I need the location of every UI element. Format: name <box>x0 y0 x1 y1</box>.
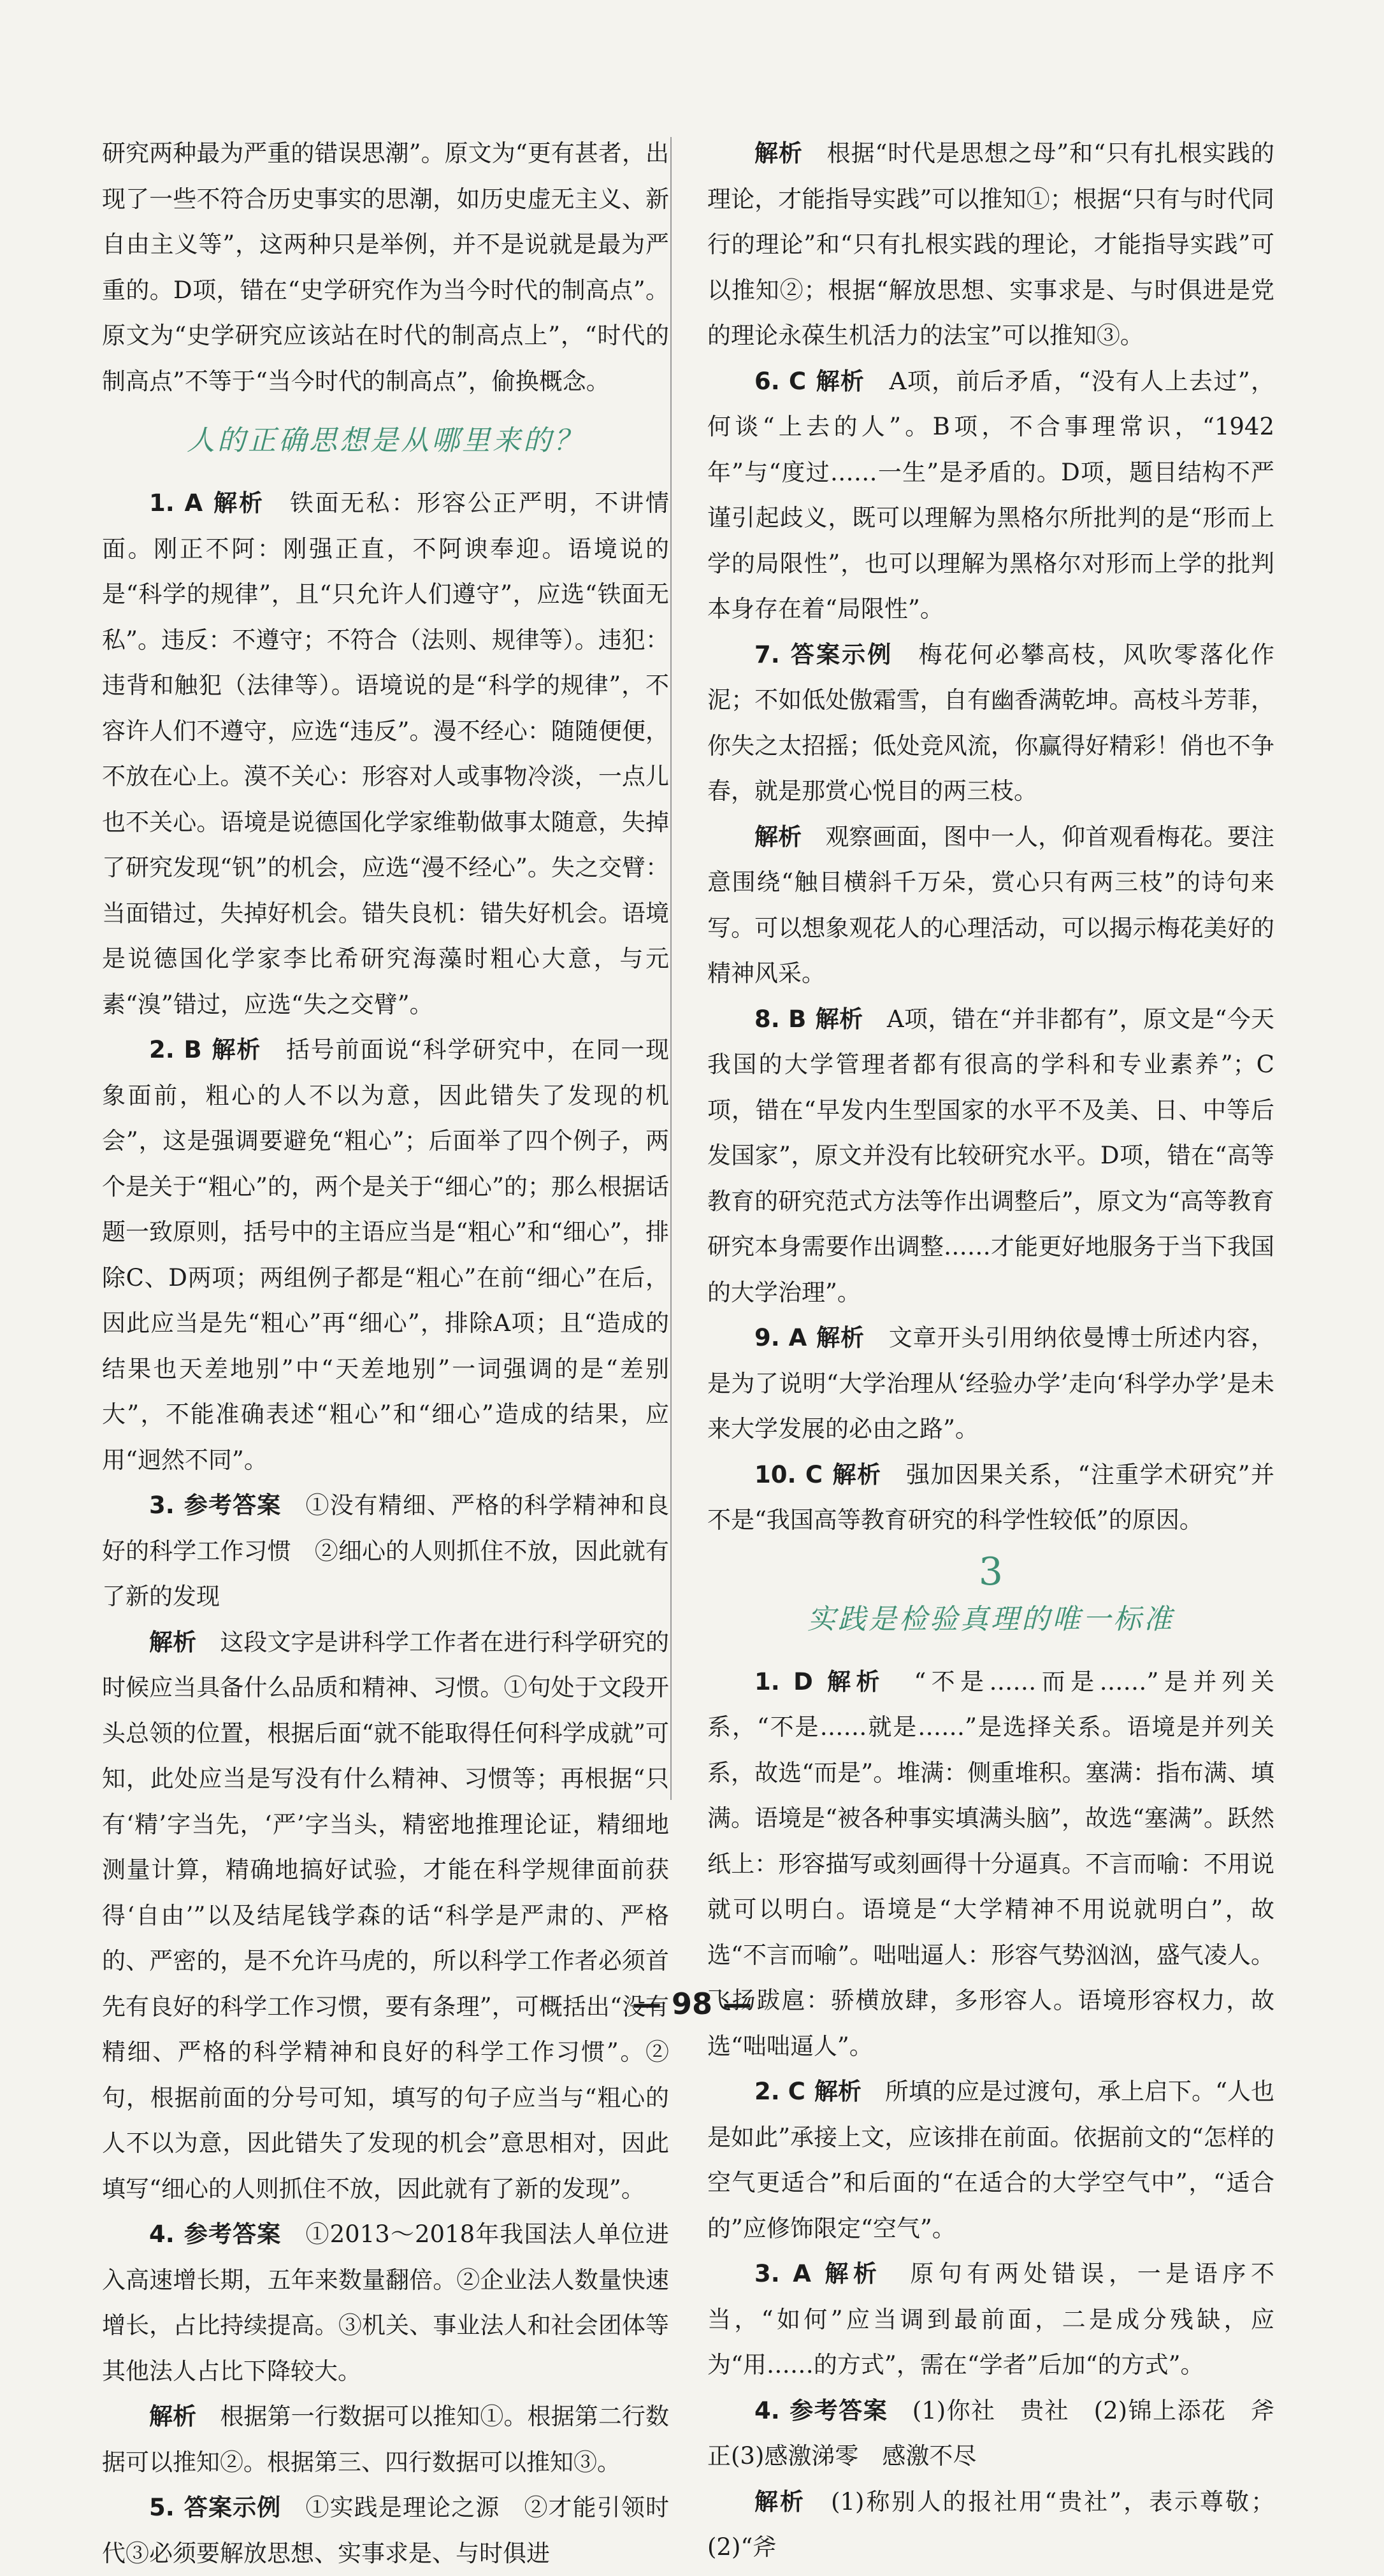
answer-6 <box>707 359 1274 632</box>
column-divider <box>670 137 672 1800</box>
answer-4 <box>102 2212 669 2394</box>
analysis-label: 解析 <box>816 1324 865 1351</box>
analysis-text: 观察画面，图中一人，仰首观看梅花。要注意围绕“触目横斜千万朵，赏心只有两三枝”的诗句来写。可以想象观花人的心理活动，可以揭示梅花美好的精神风采。 <box>707 823 1275 987</box>
answer-text: 强加因果关系，“注重学术研究”并不是“我国高等教育研究的科学性较低”的原因。 <box>707 1460 1274 1534</box>
left-column <box>102 131 669 2576</box>
analysis-label: 解析 <box>819 2260 882 2287</box>
section-number: 3 <box>978 1549 1004 1594</box>
answer-mark: 7. <box>754 640 780 668</box>
answer-mark: 6. C <box>754 367 807 395</box>
analysis-label: 解析 <box>754 823 802 851</box>
answer-s3 <box>707 2251 1274 2388</box>
answer-mark: 1. A <box>149 489 203 517</box>
right-column <box>707 131 1274 2570</box>
analysis-text: 这段文字是讲科学工作者在进行科学研究的时候应当具备什么品质和精神、习惯。①句处于文段开头总领的位置，根据后面“就不能取得任何科学成就”可知，此处应当是写没有什么精神、习惯等；再根据“只有‘精’字当先，‘严’字当头，精密地推理论证，精细地测量计算，精确地搞好试验，才能在科学规律面前获得‘自由’”以及结尾钱学森的话“科学是严肃的、严格的、严密的，是不允许马虎的，所以科学工作者必须首先有良好的科学工作习惯，要有条理”，可概括出“没有精细、严格的科学精神和良好的科学工作习惯”。②句，根据前面的分号可知，填写的句子应当与“粗心的人不以为意，因此错失了发现的机会”意思相对，因此填写“细心的人则抓住不放，因此就有了新的发现”。 <box>102 1628 670 2203</box>
analysis-s4 <box>707 2479 1274 2570</box>
answer-mark: 4. <box>149 2220 175 2248</box>
sample-answer-label: 答案示例 <box>183 2494 282 2521</box>
reference-answer-label: 参考答案 <box>788 2396 888 2424</box>
answer-s4 <box>707 2388 1274 2479</box>
analysis-text: (1)称别人的报社用“贵社”，表示尊敬；(2)“斧 <box>707 2487 1275 2561</box>
answer-9 <box>707 1315 1274 1452</box>
answer-mark: 2. C <box>754 2078 805 2105</box>
analysis-label: 解析 <box>754 140 803 167</box>
analysis-label: 解析 <box>815 1005 863 1033</box>
answer-text: 梅花何必攀高枝，风吹零落化作泥；不如低处傲霜雪，自有幽香满乾坤。高枝斗芳菲，你失之太招摇；低处竞风流，你赢得好精彩！俏也不争春，就是那赏心悦目的两三枝。 <box>707 640 1275 805</box>
analysis-3 <box>102 1620 669 2212</box>
analysis-label: 解析 <box>815 367 865 395</box>
answer-text: 文章开头引用纳依曼博士所述内容，是为了说明“大学治理从‘经验办学’走向‘科学办学’是未来大学发展的必由之路”。 <box>707 1324 1275 1443</box>
answer-mark: 3. A <box>754 2260 811 2287</box>
analysis-5 <box>707 131 1274 359</box>
analysis-text: 根据第一行数据可以推知①。根据第二行数据可以推知②。根据第三、四行数据可以推知③。 <box>102 2403 670 2476</box>
answer-mark: 10. C <box>754 1460 823 1488</box>
answer-text: “不是……而是……”是并列关系，“不是……就是……”是选择关系。语境是并列关系，故选“而是”。堆满：侧重堆积。塞满：指布满、填满。语境是“被各种事实填满头脑”，故选“塞满”。跃然纸上：形容描写或刻画得十分逼真。不言而喻：不用说就可以明白。语境是“大学精神不用说就明白”，故选“不言而喻”。咄咄逼人：形容气势汹汹，盛气凌人。飞扬跋扈：骄横放肆，多形容人。语境形容权力，故选“咄咄逼人”。 <box>707 1667 1274 2060</box>
reference-answer-label: 参考答案 <box>183 2220 282 2248</box>
answer-3 <box>102 1483 669 1620</box>
answer-mark: 8. B <box>754 1005 807 1033</box>
answer-10 <box>707 1452 1274 1543</box>
answer-text: 所填的应是过渡句，承上启下。“人也是如此”承接上文，应该排在前面。依据前文的“怎样的空气更适合”和后面的“在适合的大学空气中”，“适合的”应修饰限定“空气”。 <box>707 2078 1275 2242</box>
answer-mark: 3. <box>149 1492 175 1519</box>
answer-mark: 9. A <box>754 1324 807 1351</box>
analysis-label: 解析 <box>149 2403 197 2430</box>
answer-text: A项，错在“并非都有”，原文是“今天我国的大学管理者都有很高的学科和专业素养”；C项，错在“早发内生型国家的水平不及美、日、中等后发国家”，原文并没有比较研究水平。D项，错在“高等教育的研究范式方法等作出调整后”，原文为“高等教育研究本身需要作出调整……才能更好地服务于当下我国的大学治理”。 <box>707 1005 1275 1306</box>
analysis-7 <box>707 814 1274 997</box>
analysis-label: 解析 <box>754 2487 805 2515</box>
answer-text: ①没有精细、严格的科学精神和良好的科学工作习惯 ②细心的人则抓住不放，因此就有了新的发现 <box>102 1492 669 1610</box>
analysis-label: 解析 <box>821 1667 885 1695</box>
analysis-text: 根据“时代是思想之母”和“只有扎根实践的理论，才能指导实践”可以推知①；根据“只有与时代同行的理论”和“只有扎根实践的理论，才能指导实践”可以推知②；根据“解放思想、实事求是、与时俱进是党的理论永葆生机活力的法宝”可以推知③。 <box>707 140 1274 349</box>
answer-text: 原句有两处错误，一是语序不当，“如何”应当调到最前面，二是成分残缺，应为“用……的方式”，需在“学者”后加“的方式”。 <box>707 2260 1275 2378</box>
section-heading: 实践是检验真理的唯一标准 <box>807 1602 1174 1636</box>
answer-mark: 4. <box>754 2396 780 2424</box>
answer-mark: 1. D <box>754 1667 813 1695</box>
answer-mark: 5. <box>149 2494 175 2521</box>
answer-7 <box>707 632 1274 814</box>
answer-2 <box>102 1027 669 1483</box>
answer-5 <box>102 2485 669 2576</box>
answer-text: A项，前后矛盾，“没有人上去过”，何谈“上去的人”。B项，不合事理常识，“1942年”与“度过……一生”是矛盾的。D项，题目结构不严谨引起歧义，既可以理解为黑格尔所批判的是“形而上学的局限性”，也可以理解为黑格尔对形而上学的批判本身存在着“局限性”。 <box>707 367 1275 622</box>
answer-text: ①实践是理论之源 ②才能引领时代③必须要解放思想、实事求是、与时俱进 <box>102 2494 669 2567</box>
analysis-label: 解析 <box>212 489 264 517</box>
analysis-label: 解析 <box>832 1460 882 1488</box>
answer-s2 <box>707 2069 1274 2251</box>
answer-text: (1)你社 贵社 (2)锦上添花 斧正(3)感激涕零 感激不尽 <box>707 2396 1275 2470</box>
answer-text: 铁面无私：形容公正严明，不讲情面。刚正不阿：刚强正直，不阿谀奉迎。语境说的是“科学的规律”，且“只允许人们遵守”，应选“铁面无私”。违反：不遵守；不符合（法则、规律等）。违犯：违背和触犯（法律等）。语境说的是“科学的规律”，不容许人们不遵守，应选“违反”。漫不经心：随随便便，不放在心上。漠不关心：形容对人或事物冷淡，一点儿也不关心。语境是说德国化学家维勒做事太随意，失掉了研究发现“钒”的机会，应选“漫不经心”。失之交臂：当面错过，失掉好机会。错失良机：错失好机会。语境是说德国化学家李比希研究海藻时粗心大意，与元素“溴”错过，应选“失之交臂”。 <box>102 489 670 1018</box>
answer-text: 括号前面说“科学研究中，在同一现象面前，粗心的人不以为意，因此错失了发现的机会”，这是强调要避免“粗心”；后面举了四个例子，两个是关于“粗心”的，两个是关于“细心”的；那么根据话题一致原则，括号中的主语应当是“粗心”和“细心”，排除C、D两项；两组例子都是“粗心”在前“细心”在后，因此应当是先“粗心”再“细心”，排除A项；且“造成的结果也天差地别”中“天差地别”一词强调的是“差别大”，不能准确表述“粗心”和“细心”造成的结果，应用“迥然不同”。 <box>102 1036 670 1474</box>
analysis-label: 解析 <box>210 1036 262 1063</box>
section-heading: 人的正确思想是从哪里来的？ <box>187 424 584 457</box>
sample-answer-label: 答案示例 <box>788 640 893 668</box>
answer-8 <box>707 997 1274 1316</box>
reference-answer-label: 参考答案 <box>183 1492 282 1519</box>
answer-mark: 2. B <box>149 1036 202 1063</box>
answer-text: ①2013～2018年我国法人单位进入高速增长期，五年来数量翻倍。②企业法人数量快速增长，占比持续提高。③机关、事业法人和社会团体等其他法人占比下降较大。 <box>102 2220 669 2385</box>
answer-1 <box>102 480 669 1027</box>
page-number: — 98 — <box>631 1987 753 2021</box>
paragraph: 研究两种最为严重的错误思潮”。原文为“更有甚者，出现了一些不符合历史事实的思潮，如历史虚无主义、新自由主义等”，这两种只是举例，并不是说就是最为严重的。D项，错在“史学研究作为当今时代的制高点”。原文为“史学研究应该站在时代的制高点上”，“时代的制高点”不等于“当今时代的制高点”，偷换概念。 <box>102 140 669 395</box>
analysis-label: 解析 <box>149 1628 197 1656</box>
analysis-label: 解析 <box>814 2078 861 2105</box>
analysis-4 <box>102 2394 669 2485</box>
